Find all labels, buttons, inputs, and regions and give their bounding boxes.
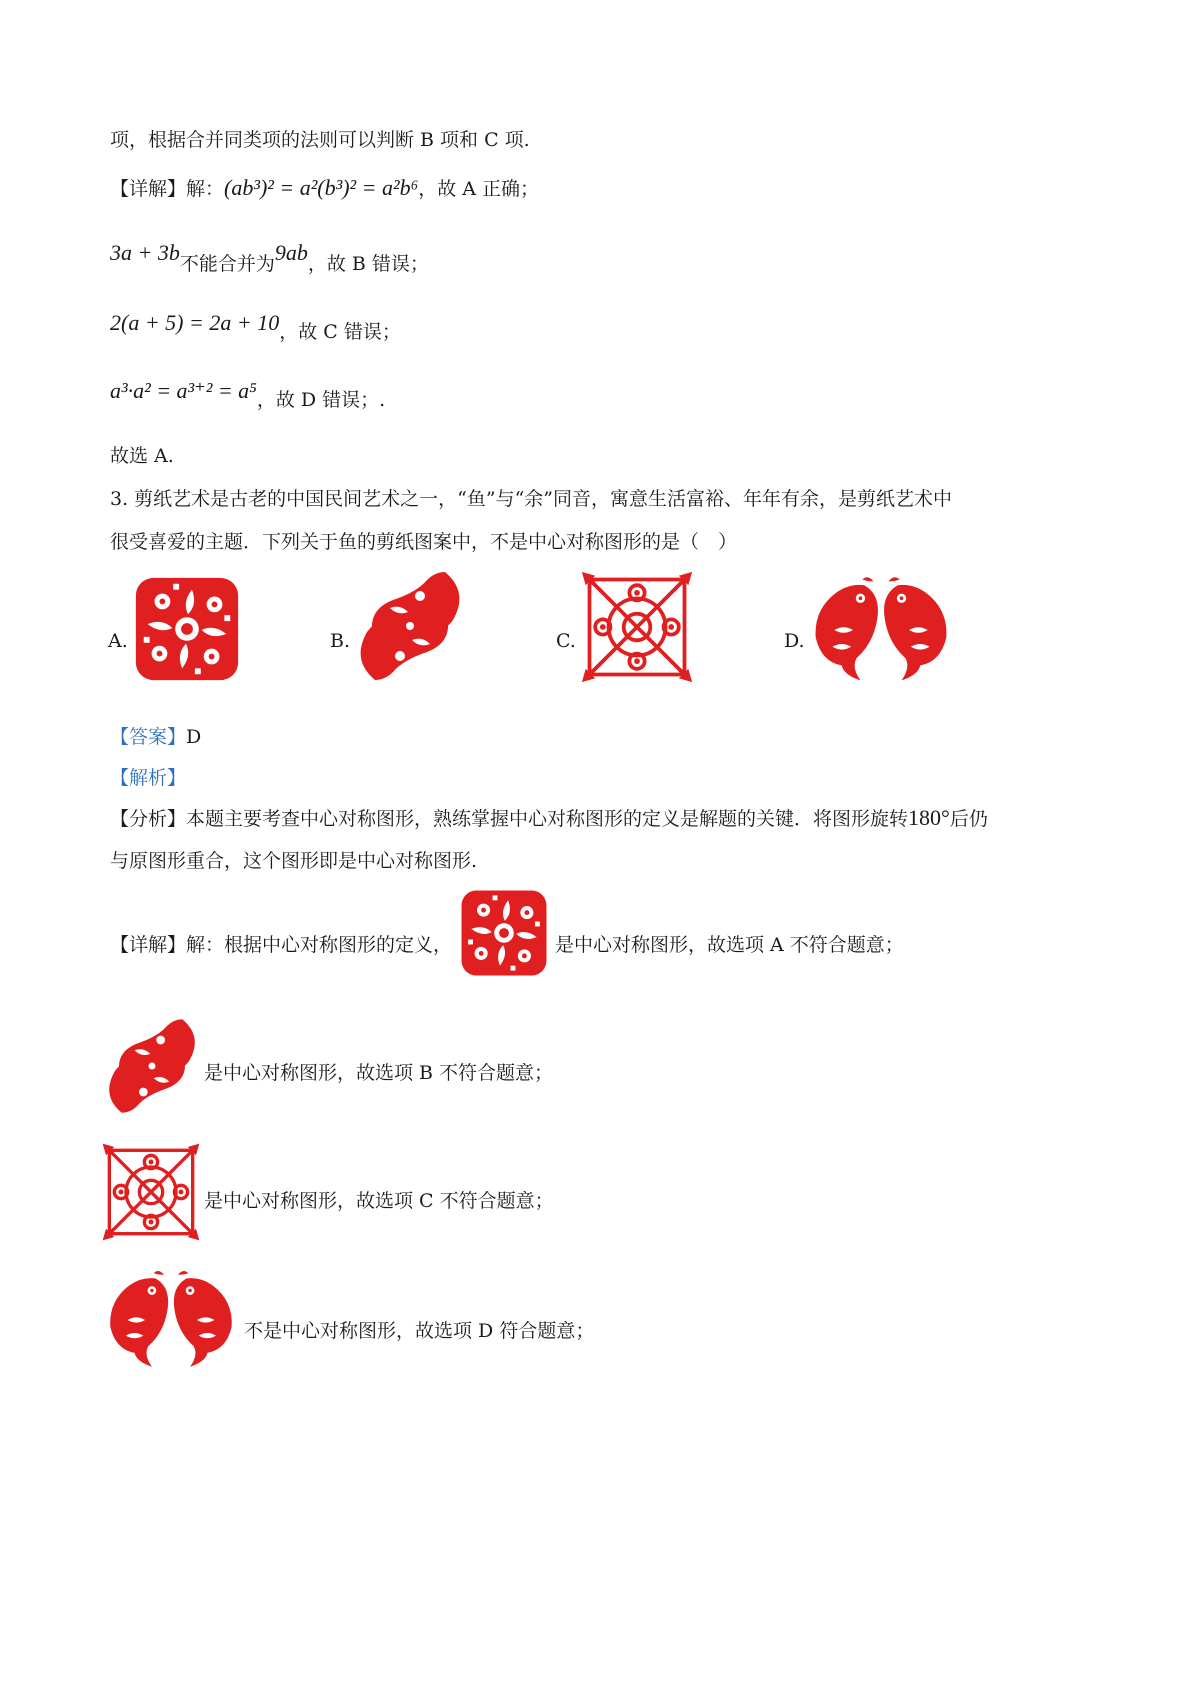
detail-prefix: 【详解】解： bbox=[110, 178, 225, 200]
q2-detail-a bbox=[110, 175, 539, 202]
analysis-suffix: 后仍 bbox=[949, 808, 988, 830]
q2-choice: 故选 A. bbox=[110, 445, 174, 467]
expression-b1: 3a + 3b bbox=[110, 240, 180, 265]
detail-a-text: 是中心对称图形，故选项 A 不符合题意； bbox=[555, 934, 904, 956]
option-a-label: A. bbox=[108, 630, 128, 652]
paper-cut-two-koi-icon bbox=[100, 1268, 242, 1372]
equation-c: 2(a + 5) = 2a + 10 bbox=[110, 310, 280, 335]
c-conclusion: ，故 C 错误； bbox=[279, 321, 401, 343]
paper-cut-two-fish-swirl-icon bbox=[100, 1014, 204, 1118]
expression-b2: 9ab bbox=[274, 240, 308, 265]
detail-d-text: 不是中心对称图形，故选项 D 符合题意； bbox=[244, 1320, 595, 1342]
answer-value: D bbox=[186, 726, 202, 748]
q2-detail-b bbox=[110, 240, 429, 275]
option-b-label: B. bbox=[330, 630, 351, 652]
detail-c-text: 是中心对称图形，故选项 C 不符合题意； bbox=[204, 1190, 554, 1212]
b-conclusion: ，故 B 错误； bbox=[307, 253, 429, 275]
q2-detail-d bbox=[110, 378, 386, 411]
paper-cut-four-fish-icon bbox=[455, 884, 553, 982]
paper-cut-lattice-fish-icon bbox=[580, 570, 694, 684]
detail-b-text: 是中心对称图形，故选项 B 不符合题意； bbox=[204, 1062, 554, 1084]
q2-detail-c bbox=[110, 310, 401, 343]
b-middle-text: 不能合并为 bbox=[179, 253, 275, 275]
option-d-label: D. bbox=[784, 630, 805, 652]
q3-stem-line2: 很受喜爱的主题．下列关于鱼的剪纸图案中，不是中心对称图形的是（ ） bbox=[110, 531, 738, 553]
paper-cut-two-koi-icon bbox=[806, 574, 956, 686]
answer-line bbox=[110, 724, 201, 750]
analysis-line2: 与原图形重合，这个图形即是中心对称图形. bbox=[110, 850, 478, 872]
paper-cut-four-fish-icon bbox=[128, 570, 246, 688]
option-c-label: C. bbox=[556, 630, 576, 652]
q3-stem-line1: 3. 剪纸艺术是古老的中国民间艺术之一，“鱼”与“余”同音，寓意生活富裕、年年有余，是剪纸艺术中 bbox=[110, 488, 953, 510]
q2-intro-line: 项，根据合并同类项的法则可以判断 B 项和 C 项. bbox=[110, 129, 530, 151]
analysis-line1 bbox=[110, 805, 988, 832]
analysis-prefix: 【分析】本题主要考查中心对称图形，熟练掌握中心对称图形的定义是解题的关键．将图形旋转 bbox=[110, 808, 909, 830]
d-conclusion: ，故 D 错误；. bbox=[256, 389, 386, 411]
analysis-tag: 【解析】 bbox=[110, 767, 187, 789]
detail-a-prefix: 【详解】解：根据中心对称图形的定义， bbox=[110, 934, 453, 956]
paper-cut-lattice-fish-icon bbox=[100, 1142, 202, 1242]
equation-a: (ab³)² = a²(b³)² = a²b⁶ bbox=[224, 175, 419, 200]
rotation-angle: 180° bbox=[908, 805, 950, 830]
paper-cut-two-fish-swirl-icon bbox=[350, 566, 470, 686]
answer-tag: 【答案】 bbox=[110, 726, 187, 748]
equation-d: a³·a² = a³⁺² = a⁵ bbox=[110, 378, 257, 403]
a-conclusion: ，故 A 正确； bbox=[418, 178, 540, 200]
